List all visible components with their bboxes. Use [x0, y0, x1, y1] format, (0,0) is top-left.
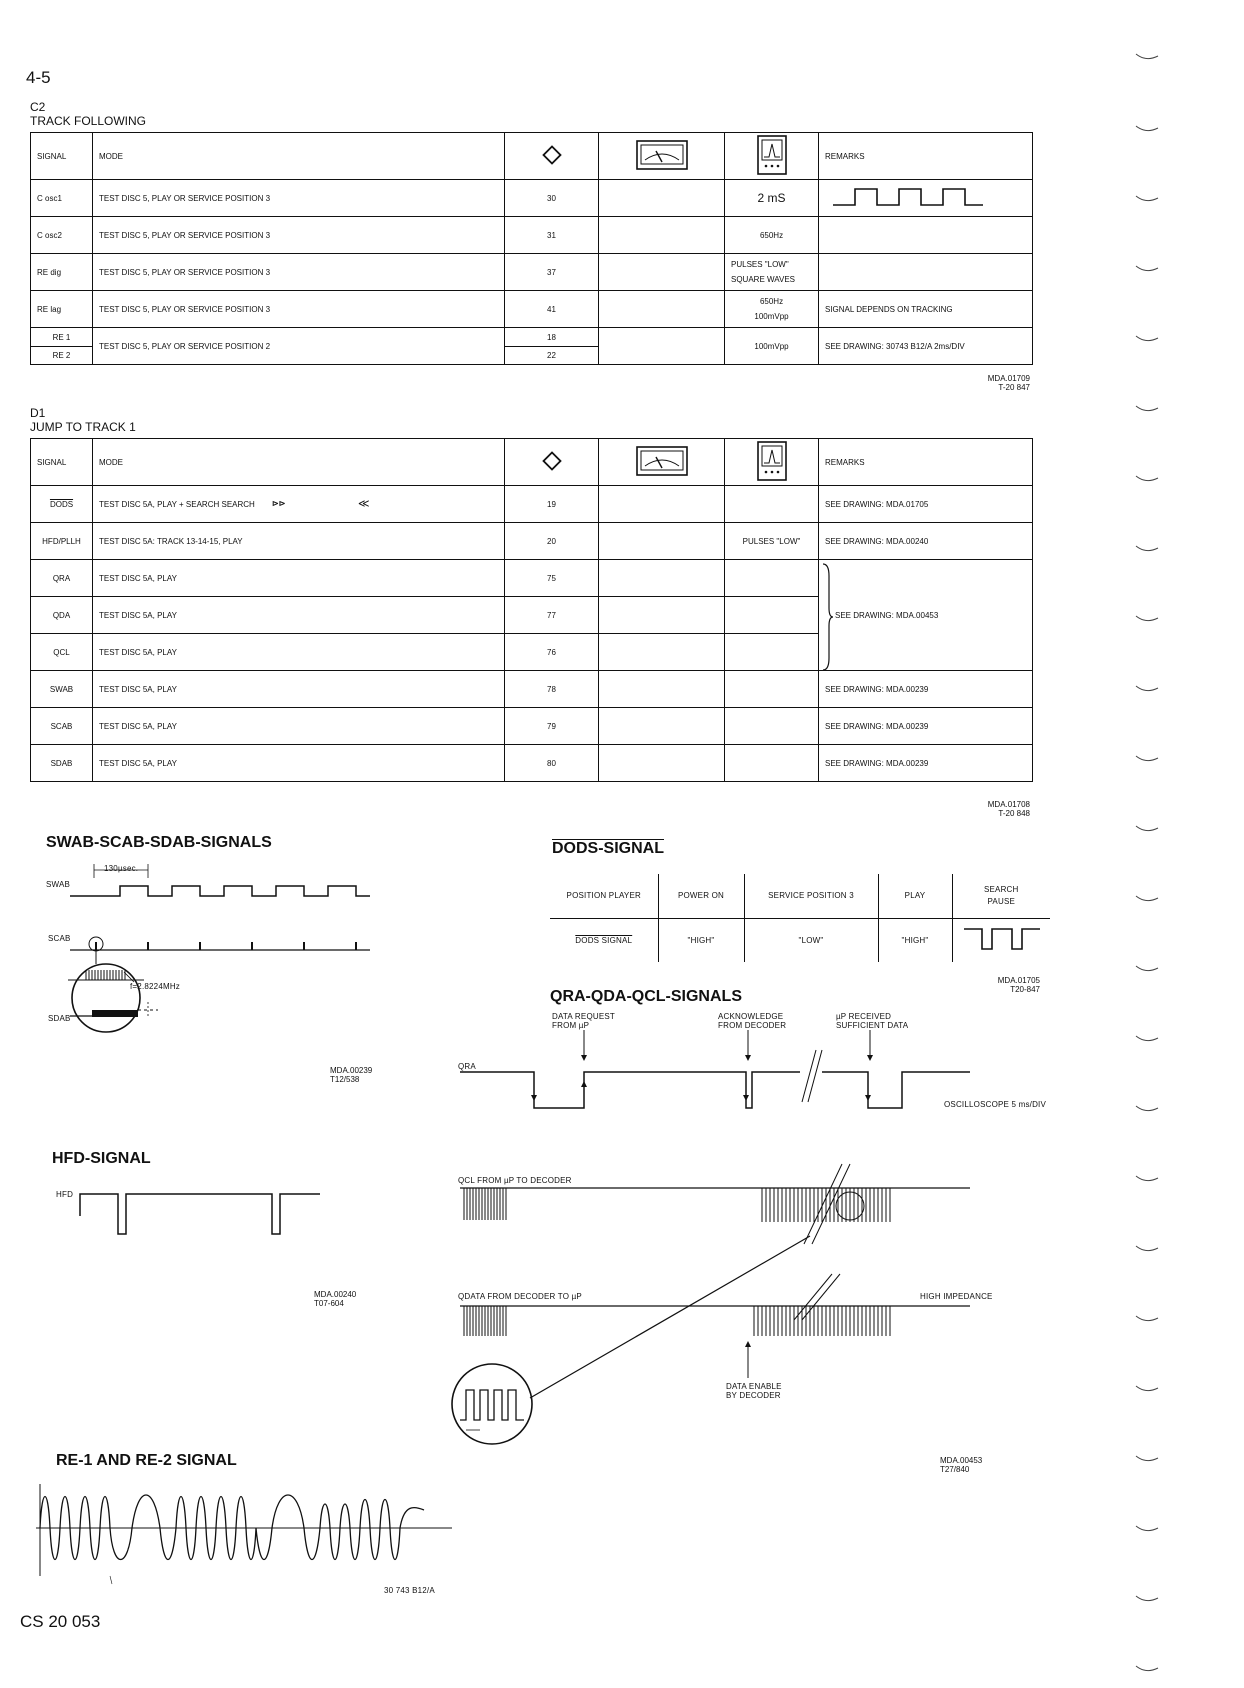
cell-remarks: SEE DRAWING: MDA.00239 — [819, 708, 1033, 745]
qra-osc: OSCILLOSCOPE 5 ms/DIV — [944, 1100, 1047, 1109]
cell-scope: 650Hz — [725, 217, 819, 254]
dods-title: DODS-SIGNAL — [552, 840, 664, 857]
ref-line: T07-604 — [314, 1299, 344, 1308]
cell-signal: QRA — [31, 560, 93, 597]
header-remarks: REMARKS — [819, 133, 1033, 180]
cell-meter — [599, 291, 725, 328]
dods-pulse-icon — [952, 918, 1050, 962]
cell-signal: SWAB — [31, 671, 93, 708]
scope-line: 650Hz — [759, 297, 784, 306]
page-number: 4-5 — [26, 68, 51, 87]
table-row — [31, 708, 1033, 745]
cell-pin: 77 — [505, 597, 599, 634]
cell-pin: 20 — [505, 523, 599, 560]
pin-a: 18 — [547, 332, 556, 342]
cell-signal — [31, 328, 93, 365]
cell-remarks: SIGNAL DEPENDS ON TRACKING — [819, 291, 1033, 328]
ref-line: T-20 847 — [998, 383, 1030, 392]
cell-pin: 76 — [505, 634, 599, 671]
re-ref: 30 743 B12/A — [384, 1586, 435, 1595]
table-row — [31, 523, 1033, 560]
cell-pin: 75 — [505, 560, 599, 597]
cell-mode: TEST DISC 5A, PLAY — [93, 708, 505, 745]
re-title: RE-1 AND RE-2 SIGNAL — [56, 1452, 237, 1469]
table-row — [31, 486, 1033, 523]
hfd-label: HFD — [56, 1190, 74, 1199]
table-header-row — [31, 133, 1033, 180]
table-row — [31, 180, 1033, 217]
cell-meter — [599, 671, 725, 708]
cell-meter — [599, 217, 725, 254]
dods-header: SERVICE POSITION 3 — [744, 874, 878, 918]
c2-ref — [960, 374, 1030, 392]
cell-signal: QDA — [31, 597, 93, 634]
qra-diagram — [450, 1020, 1010, 1440]
ann-line: FROM µP — [552, 1021, 590, 1030]
c2-code: C2 — [30, 100, 46, 114]
remarks-text: SEE DRAWING: MDA.00453 — [835, 610, 939, 620]
ref-line: MDA.00453 — [940, 1456, 983, 1465]
cell-meter — [599, 180, 725, 217]
cell-mode: TEST DISC 5, PLAY OR SERVICE POSITION 2 — [93, 328, 505, 365]
cell-meter — [599, 328, 725, 365]
cell-meter — [599, 634, 725, 671]
cell-pin: 80 — [505, 745, 599, 782]
dods-value: "LOW" — [744, 918, 878, 962]
table-row — [31, 671, 1033, 708]
d1-code: D1 — [30, 406, 46, 420]
search-forward-icon: ⊳⊳ — [272, 499, 286, 508]
ann-line: DATA REQUEST — [552, 1012, 616, 1021]
cell-pin: 37 — [505, 254, 599, 291]
cell-scope — [725, 486, 819, 523]
cell-meter — [599, 254, 725, 291]
cell-scope — [725, 634, 819, 671]
ann-line: µP RECEIVED — [836, 1012, 892, 1021]
dods-header: POWER ON — [658, 874, 744, 918]
cell-signal: SCAB — [31, 708, 93, 745]
swab-label: SWAB — [46, 880, 71, 889]
oscilloscope-icon — [725, 439, 819, 486]
cell-pin: 79 — [505, 708, 599, 745]
dods-header — [952, 874, 1050, 918]
dods-value-row — [550, 918, 1050, 962]
dods-row-label: DODS SIGNAL — [550, 918, 658, 962]
cell-pin: 41 — [505, 291, 599, 328]
cell-scope: 100mVpp — [725, 328, 819, 365]
qra-title: QRA-QDA-QCL-SIGNALS — [550, 988, 742, 1005]
c2-title: TRACK FOLLOWING — [30, 114, 147, 128]
cell-remarks-merged — [819, 560, 1033, 671]
hfd-ref — [314, 1290, 384, 1308]
scab-label: SCAB — [48, 934, 71, 943]
cell-meter — [599, 486, 725, 523]
swab-ref — [330, 1066, 400, 1084]
cell-scope: PULSES "LOW" — [725, 523, 819, 560]
d1-table — [30, 438, 1033, 782]
cell-mode: TEST DISC 5A, PLAY — [93, 634, 505, 671]
ref-line: MDA.00240 — [314, 1290, 357, 1299]
cell-pin: 78 — [505, 671, 599, 708]
cell-signal: DODS — [31, 486, 93, 523]
meter-icon — [599, 439, 725, 486]
cell-remarks: SEE DRAWING: MDA.00240 — [819, 523, 1033, 560]
ref-line: T27/840 — [940, 1465, 970, 1474]
dods-ref — [970, 976, 1040, 994]
ann-line: BY DECODER — [726, 1391, 781, 1400]
cell-signal: RE lag — [31, 291, 93, 328]
ref-line: MDA.00239 — [330, 1066, 373, 1075]
cell-remarks — [819, 217, 1033, 254]
cell-scope — [725, 254, 819, 291]
qcl-burst-left — [464, 1188, 506, 1220]
meter-icon — [599, 133, 725, 180]
signal-a: RE 1 — [52, 332, 71, 342]
dods-header-row — [550, 874, 1050, 918]
cell-signal: HFD/PLLH — [31, 523, 93, 560]
cell-signal: RE dig — [31, 254, 93, 291]
cell-remarks: SEE DRAWING: MDA.00239 — [819, 671, 1033, 708]
cell-signal: C osc2 — [31, 217, 93, 254]
d1-ref — [960, 800, 1030, 818]
cell-mode: TEST DISC 5, PLAY OR SERVICE POSITION 3 — [93, 291, 505, 328]
swab-title: SWAB-SCAB-SDAB-SIGNALS — [46, 834, 272, 851]
cell-scope — [725, 597, 819, 634]
cell-meter — [599, 560, 725, 597]
qcl-label: QCL FROM µP TO DECODER — [458, 1176, 572, 1185]
dods-value: "HIGH" — [658, 918, 744, 962]
scope-line: SQUARE WAVES — [731, 275, 796, 284]
header-mode: MODE — [93, 133, 505, 180]
cell-mode: TEST DISC 5, PLAY OR SERVICE POSITION 3 — [93, 254, 505, 291]
cell-mode: TEST DISC 5A, PLAY — [93, 597, 505, 634]
qra-ref — [940, 1456, 1010, 1474]
table-row — [31, 745, 1033, 782]
square-wave-icon — [819, 180, 1033, 217]
cell-scope — [725, 560, 819, 597]
dods-header-line: SEARCH — [983, 884, 1019, 894]
d1-title: JUMP TO TRACK 1 — [30, 420, 136, 434]
scope-line: PULSES "LOW" — [731, 260, 789, 269]
qra-label: QRA — [458, 1062, 476, 1071]
cell-remarks: SEE DRAWING: MDA.00239 — [819, 745, 1033, 782]
ref-line: MDA.01709 — [987, 374, 1030, 383]
high-impedance-label: HIGH IMPEDANCE — [920, 1292, 993, 1301]
hfd-waveform — [80, 1186, 340, 1246]
binder-margin — [1132, 0, 1172, 1688]
cell-pin — [505, 328, 599, 365]
qdata-label: QDATA FROM DECODER TO µP — [458, 1292, 582, 1301]
cell-pin: 30 — [505, 180, 599, 217]
cell-remarks — [819, 254, 1033, 291]
cell-signal: QCL — [31, 634, 93, 671]
swab-freq: f=2.8224MHz — [130, 982, 181, 991]
header-mode: MODE — [93, 439, 505, 486]
search-back-icon: ≪ — [358, 498, 370, 510]
cell-mode: TEST DISC 5, PLAY OR SERVICE POSITION 3 — [93, 217, 505, 254]
cell-mode: TEST DISC 5A, PLAY + SEARCH SEARCH — [93, 486, 505, 523]
pin-b: 22 — [505, 346, 598, 364]
hfd-title: HFD-SIGNAL — [52, 1150, 151, 1167]
diamond-icon — [505, 133, 599, 180]
dods-value: "HIGH" — [878, 918, 952, 962]
sdab-label: SDAB — [48, 1014, 71, 1023]
ref-line: T12/538 — [330, 1075, 360, 1084]
page-footer: CS 20 053 — [20, 1612, 101, 1631]
cell-mode: TEST DISC 5A, PLAY — [93, 745, 505, 782]
swab-diagram — [40, 862, 420, 1042]
cell-pin: 31 — [505, 217, 599, 254]
dods-header: PLAY — [878, 874, 952, 918]
qcl-burst-right — [762, 1188, 890, 1222]
cell-scope — [725, 291, 819, 328]
dods-table — [550, 874, 1050, 962]
ref-line: T20-847 — [1010, 985, 1040, 994]
cell-meter — [599, 523, 725, 560]
dods-header: POSITION PLAYER — [550, 874, 658, 918]
oscilloscope-icon — [725, 133, 819, 180]
signal-b: RE 2 — [31, 346, 92, 364]
table-row — [31, 328, 1033, 365]
header-signal: SIGNAL — [31, 439, 93, 486]
ann-line: DATA ENABLE — [726, 1382, 782, 1391]
cell-meter — [599, 708, 725, 745]
cell-meter — [599, 745, 725, 782]
ref-line: MDA.01708 — [987, 800, 1030, 809]
cell-scope — [725, 708, 819, 745]
dods-header-line: PAUSE — [987, 896, 1016, 906]
cell-mode: TEST DISC 5A: TRACK 13-14-15, PLAY — [93, 523, 505, 560]
cell-mode: TEST DISC 5A, PLAY — [93, 671, 505, 708]
brace-icon — [821, 562, 833, 671]
header-signal: SIGNAL — [31, 133, 93, 180]
ref-line: MDA.01705 — [997, 976, 1040, 985]
cell-scope — [725, 671, 819, 708]
ann-line: FROM DECODER — [718, 1021, 787, 1030]
table-row — [31, 291, 1033, 328]
header-remarks: REMARKS — [819, 439, 1033, 486]
re-waveform — [36, 1476, 456, 1586]
ref-line: T-20 848 — [998, 809, 1030, 818]
ann-line: ACKNOWLEDGE — [718, 1012, 784, 1021]
cell-mode: TEST DISC 5A, PLAY — [93, 560, 505, 597]
table-row — [31, 560, 1033, 597]
cell-mode: TEST DISC 5, PLAY OR SERVICE POSITION 3 — [93, 180, 505, 217]
c2-table — [30, 132, 1033, 365]
ann-line: SUFFICIENT DATA — [836, 1021, 909, 1030]
cell-remarks: SEE DRAWING: MDA.01705 — [819, 486, 1033, 523]
table-header-row — [31, 439, 1033, 486]
scope-line: 100mVpp — [754, 312, 789, 321]
table-row — [31, 254, 1033, 291]
cell-scope — [725, 745, 819, 782]
swab-period: 130µsec. — [104, 864, 139, 873]
table-row — [31, 217, 1033, 254]
cell-signal: SDAB — [31, 745, 93, 782]
diamond-icon — [505, 439, 599, 486]
cell-meter — [599, 597, 725, 634]
cell-remarks: SEE DRAWING: 30743 B12/A 2ms/DIV — [819, 328, 1033, 365]
cell-pin: 19 — [505, 486, 599, 523]
cell-scope: 2 mS — [725, 180, 819, 217]
cell-signal: C osc1 — [31, 180, 93, 217]
